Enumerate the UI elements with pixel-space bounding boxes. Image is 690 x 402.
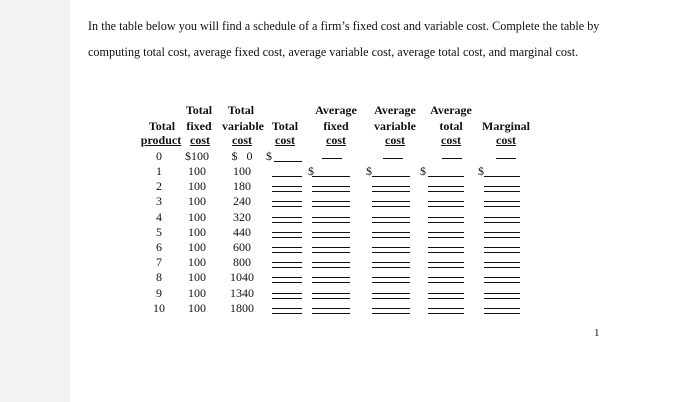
header-atc-line1: Average xyxy=(430,103,472,117)
answer-blank-rule xyxy=(372,217,410,218)
cell-variable: 600 xyxy=(233,240,251,254)
answer-blank[interactable] xyxy=(312,282,350,283)
cell-variable: $ 0 xyxy=(231,149,253,163)
cell-fixed: 100 xyxy=(188,225,206,239)
cell-variable: 240 xyxy=(233,194,251,208)
answer-blank[interactable] xyxy=(484,191,520,192)
answer-blank-rule xyxy=(312,247,350,248)
answer-blank-rule xyxy=(272,277,302,278)
answer-blank-rule xyxy=(312,186,350,187)
dollar-sign: $ xyxy=(308,164,314,178)
answer-blank-rule xyxy=(312,217,350,218)
cell-fixed: 100 xyxy=(188,164,206,178)
dollar-sign: $ xyxy=(366,164,372,178)
header-atc-line2: total xyxy=(439,119,463,133)
cell-product: 4 xyxy=(156,210,162,224)
answer-blank-rule xyxy=(312,201,350,202)
answer-blank[interactable] xyxy=(484,176,520,177)
cell-fixed: 100 xyxy=(188,286,206,300)
cell-product: 10 xyxy=(153,301,165,315)
answer-blank-rule xyxy=(428,262,464,263)
answer-blank-rule xyxy=(272,262,302,263)
answer-blank-rule xyxy=(312,293,350,294)
answer-blank[interactable] xyxy=(484,267,520,268)
cell-fixed: 100 xyxy=(188,240,206,254)
answer-blank-rule xyxy=(484,217,520,218)
dollar-sign: $ xyxy=(478,164,484,178)
header-afc-line1: Average xyxy=(315,103,357,117)
cell-product: 9 xyxy=(156,286,162,300)
header-avc-line1: Average xyxy=(374,103,416,117)
answer-blank[interactable] xyxy=(428,313,464,314)
answer-blank-rule xyxy=(272,217,302,218)
answer-blank[interactable] xyxy=(484,222,520,223)
cell-variable: 180 xyxy=(233,179,251,193)
cell-variable: 440 xyxy=(233,225,251,239)
answer-blank-rule xyxy=(272,247,302,248)
answer-blank[interactable] xyxy=(272,313,302,314)
header-fixed-line1: Total xyxy=(185,103,213,117)
header-avc-line2: variable xyxy=(374,119,416,133)
header-product-line3: product xyxy=(140,133,182,147)
answer-blank[interactable] xyxy=(428,298,464,299)
answer-blank[interactable] xyxy=(372,176,410,177)
answer-blank[interactable] xyxy=(428,282,464,283)
header-afc-line2: fixed xyxy=(323,119,349,133)
header-variable-line1: Total xyxy=(227,103,255,117)
answer-blank-rule xyxy=(484,293,520,294)
answer-blank-rule xyxy=(484,232,520,233)
answer-blank[interactable] xyxy=(372,252,410,253)
answer-blank-rule xyxy=(484,308,520,309)
cell-variable: 1340 xyxy=(230,286,254,300)
answer-blank-rule xyxy=(372,277,410,278)
cell-fixed: 100 xyxy=(188,179,206,193)
answer-blank-rule xyxy=(372,201,410,202)
header-fixed-line2: fixed xyxy=(186,119,212,133)
cell-fixed: 100 xyxy=(188,194,206,208)
answer-blank[interactable] xyxy=(312,298,350,299)
dollar-sign: $ xyxy=(266,149,272,163)
answer-blank[interactable] xyxy=(274,161,302,162)
cell-product: 7 xyxy=(156,255,162,269)
header-total-line3: cost xyxy=(275,133,295,147)
answer-blank[interactable] xyxy=(312,313,350,314)
cell-product: 3 xyxy=(156,194,162,208)
answer-blank[interactable] xyxy=(272,191,302,192)
answer-blank[interactable] xyxy=(272,298,302,299)
answer-blank-rule xyxy=(428,186,464,187)
header-variable-line2: variable xyxy=(222,119,264,133)
answer-blank[interactable] xyxy=(372,191,410,192)
cell-fixed: 100 xyxy=(188,210,206,224)
document-page xyxy=(70,0,690,402)
answer-blank-rule xyxy=(312,232,350,233)
answer-blank-rule xyxy=(372,308,410,309)
cell-fixed: 100 xyxy=(188,270,206,284)
answer-blank[interactable] xyxy=(383,158,403,159)
cell-product: 5 xyxy=(156,225,162,239)
answer-blank-rule xyxy=(312,308,350,309)
answer-blank[interactable] xyxy=(312,176,350,177)
answer-blank-rule xyxy=(484,201,520,202)
answer-blank-rule xyxy=(372,232,410,233)
answer-blank[interactable] xyxy=(484,298,520,299)
answer-blank[interactable] xyxy=(372,222,410,223)
answer-blank-rule xyxy=(484,186,520,187)
answer-blank[interactable] xyxy=(312,191,350,192)
answer-blank[interactable] xyxy=(484,252,520,253)
header-afc-line3: cost xyxy=(326,133,346,147)
answer-blank[interactable] xyxy=(272,222,302,223)
answer-blank[interactable] xyxy=(312,267,350,268)
answer-blank[interactable] xyxy=(496,158,516,159)
answer-blank[interactable] xyxy=(484,237,520,238)
answer-blank[interactable] xyxy=(484,282,520,283)
answer-blank[interactable] xyxy=(312,252,350,253)
cell-product: 1 xyxy=(156,164,162,178)
answer-blank-rule xyxy=(428,277,464,278)
answer-blank-rule xyxy=(272,186,302,187)
answer-blank-rule xyxy=(272,293,302,294)
answer-blank[interactable] xyxy=(428,206,464,207)
header-product-line2: Total xyxy=(148,119,176,133)
header-mc-line2: Marginal xyxy=(482,119,530,133)
answer-blank-rule xyxy=(372,262,410,263)
answer-blank-rule xyxy=(272,232,302,233)
cell-variable: 1040 xyxy=(230,270,254,284)
answer-blank[interactable] xyxy=(428,176,464,177)
cell-fixed: $100 xyxy=(185,149,209,163)
cell-fixed: 100 xyxy=(188,301,206,315)
answer-blank-rule xyxy=(428,308,464,309)
answer-blank-rule xyxy=(428,232,464,233)
answer-blank-rule xyxy=(372,186,410,187)
cell-product: 0 xyxy=(156,149,162,163)
header-total-line2: Total xyxy=(271,119,299,133)
page-number: 1 xyxy=(594,327,600,339)
answer-blank[interactable] xyxy=(428,191,464,192)
answer-blank[interactable] xyxy=(372,298,410,299)
answer-blank[interactable] xyxy=(372,313,410,314)
answer-blank[interactable] xyxy=(312,222,350,223)
answer-blank[interactable] xyxy=(272,206,302,207)
answer-blank[interactable] xyxy=(484,206,520,207)
answer-blank-rule xyxy=(484,247,520,248)
answer-blank[interactable] xyxy=(372,206,410,207)
answer-blank[interactable] xyxy=(322,158,342,159)
answer-blank[interactable] xyxy=(272,282,302,283)
answer-blank-rule xyxy=(372,247,410,248)
answer-blank-rule xyxy=(428,201,464,202)
header-mc-line3: cost xyxy=(496,133,516,147)
answer-blank-rule xyxy=(484,262,520,263)
header-fixed-line3: cost xyxy=(190,133,210,147)
answer-blank[interactable] xyxy=(272,252,302,253)
answer-blank-rule xyxy=(272,201,302,202)
answer-blank-rule xyxy=(372,293,410,294)
answer-blank[interactable] xyxy=(312,206,350,207)
answer-blank-rule xyxy=(428,293,464,294)
answer-blank[interactable] xyxy=(442,158,462,159)
answer-blank[interactable] xyxy=(428,267,464,268)
cell-variable: 320 xyxy=(233,210,251,224)
cell-variable: 100 xyxy=(233,164,251,178)
cell-product: 6 xyxy=(156,240,162,254)
header-variable-line3: cost xyxy=(232,133,252,147)
answer-blank[interactable] xyxy=(372,237,410,238)
answer-blank[interactable] xyxy=(312,237,350,238)
answer-blank[interactable] xyxy=(428,252,464,253)
dollar-sign: $ xyxy=(420,164,426,178)
answer-blank[interactable] xyxy=(372,282,410,283)
cell-variable: 1800 xyxy=(230,301,254,315)
intro-paragraph: In the table below you will find a schedule of a firm’s fixed cost and variable cost. Complete the table by computing total cost, average fixed cost, average variable cost, average total cost, and marginal cost. xyxy=(88,19,600,59)
answer-blank[interactable] xyxy=(372,267,410,268)
answer-blank[interactable] xyxy=(272,267,302,268)
answer-blank-rule xyxy=(428,217,464,218)
header-avc-line3: cost xyxy=(385,133,405,147)
cell-fixed: 100 xyxy=(188,255,206,269)
answer-blank-rule xyxy=(484,277,520,278)
answer-blank[interactable] xyxy=(428,237,464,238)
answer-blank[interactable] xyxy=(484,313,520,314)
cell-product: 8 xyxy=(156,270,162,284)
answer-blank[interactable] xyxy=(272,237,302,238)
answer-blank[interactable] xyxy=(428,222,464,223)
answer-blank-rule xyxy=(428,247,464,248)
answer-blank-rule xyxy=(272,308,302,309)
answer-blank-rule xyxy=(312,277,350,278)
cell-product: 2 xyxy=(156,179,162,193)
answer-blank[interactable] xyxy=(272,176,302,177)
header-atc-line3: cost xyxy=(441,133,461,147)
answer-blank-rule xyxy=(312,262,350,263)
cell-variable: 800 xyxy=(233,255,251,269)
